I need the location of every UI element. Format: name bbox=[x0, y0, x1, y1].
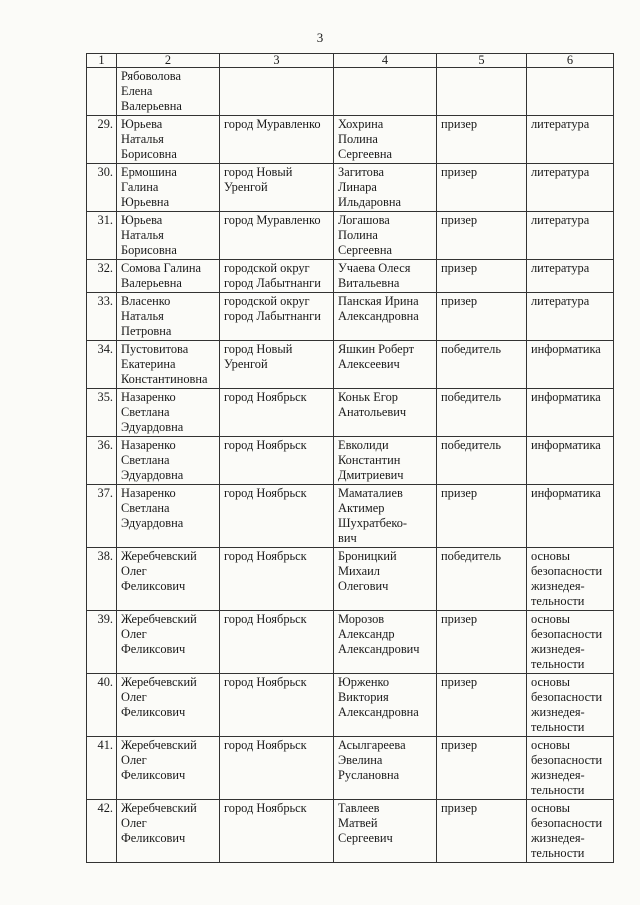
row-number-cell bbox=[87, 212, 117, 260]
teacher-cell bbox=[117, 437, 220, 485]
municipality-cell bbox=[220, 116, 334, 164]
row-number-cell bbox=[87, 260, 117, 293]
municipality-cell-text: город Ноябрьск bbox=[224, 801, 307, 815]
subject-cell bbox=[527, 800, 614, 863]
status-cell bbox=[437, 737, 527, 800]
row-number-cell-text: 35. bbox=[97, 390, 113, 404]
table-row bbox=[87, 164, 614, 212]
row-number-cell-text: 32. bbox=[97, 261, 113, 275]
teacher-cell-text: Юрьева Наталья Борисовна bbox=[121, 213, 177, 257]
table-row bbox=[87, 293, 614, 341]
subject-cell bbox=[527, 389, 614, 437]
table-row bbox=[87, 212, 614, 260]
status-cell-text: призер bbox=[441, 294, 478, 308]
row-number-cell bbox=[87, 116, 117, 164]
subject-cell-text: литература bbox=[531, 294, 590, 308]
header-col-1: 1 bbox=[87, 54, 117, 68]
teacher-cell-text: Жеребчевский Олег Феликсович bbox=[121, 801, 197, 845]
header-col-6: 6 bbox=[527, 54, 614, 68]
subject-cell bbox=[527, 341, 614, 389]
municipality-cell bbox=[220, 548, 334, 611]
table-row bbox=[87, 116, 614, 164]
status-cell bbox=[437, 164, 527, 212]
row-number-cell bbox=[87, 611, 117, 674]
student-cell bbox=[334, 548, 437, 611]
table-body bbox=[87, 68, 614, 863]
student-cell bbox=[334, 260, 437, 293]
municipality-cell-text: город Ноябрьск bbox=[224, 549, 307, 563]
student-cell-text: Тавлеев Матвей Сергеевич bbox=[338, 801, 393, 845]
student-cell-text: Морозов Александр Александрович bbox=[338, 612, 420, 656]
municipality-cell bbox=[220, 611, 334, 674]
status-cell bbox=[437, 212, 527, 260]
status-cell bbox=[437, 68, 527, 116]
student-cell-text: Асылгареева Эвелина Руслановна bbox=[338, 738, 406, 782]
status-cell bbox=[437, 437, 527, 485]
status-cell bbox=[437, 260, 527, 293]
municipality-cell-text: город Новый Уренгой bbox=[224, 165, 293, 194]
status-cell bbox=[437, 341, 527, 389]
subject-cell bbox=[527, 260, 614, 293]
row-number-cell bbox=[87, 437, 117, 485]
status-cell bbox=[437, 116, 527, 164]
status-cell bbox=[437, 800, 527, 863]
table-header bbox=[87, 54, 614, 68]
teacher-cell-text: Власенко Наталья Петровна bbox=[121, 294, 172, 338]
student-cell bbox=[334, 437, 437, 485]
status-cell-text: призер bbox=[441, 165, 478, 179]
municipality-cell bbox=[220, 212, 334, 260]
teacher-cell bbox=[117, 485, 220, 548]
municipality-cell bbox=[220, 485, 334, 548]
row-number-cell bbox=[87, 674, 117, 737]
subject-cell-text: основы безопасности жизнедея- тельности bbox=[531, 801, 603, 860]
student-cell bbox=[334, 800, 437, 863]
teacher-cell bbox=[117, 674, 220, 737]
municipality-cell bbox=[220, 389, 334, 437]
student-cell-text: Учаева Олеся Витальевна bbox=[338, 261, 411, 290]
row-number-cell-text: 34. bbox=[97, 342, 113, 356]
teacher-cell bbox=[117, 164, 220, 212]
row-number-cell-text: 40. bbox=[97, 675, 113, 689]
row-number-cell-text: 29. bbox=[97, 117, 113, 131]
row-number-cell bbox=[87, 800, 117, 863]
municipality-cell-text: город Муравленко bbox=[224, 213, 321, 227]
student-cell bbox=[334, 611, 437, 674]
municipality-cell bbox=[220, 437, 334, 485]
subject-cell bbox=[527, 164, 614, 212]
status-cell-text: победитель bbox=[441, 438, 501, 452]
subject-cell bbox=[527, 437, 614, 485]
subject-cell bbox=[527, 674, 614, 737]
table-row bbox=[87, 341, 614, 389]
teacher-cell bbox=[117, 212, 220, 260]
subject-cell-text: литература bbox=[531, 117, 590, 131]
subject-cell-text: основы безопасности жизнедея- тельности bbox=[531, 612, 603, 671]
teacher-cell-text: Ермошина Галина Юрьевна bbox=[121, 165, 177, 209]
municipality-cell-text: город Ноябрьск bbox=[224, 738, 307, 752]
student-cell-text: Панская Ирина Александровна bbox=[338, 294, 419, 323]
status-cell-text: победитель bbox=[441, 549, 501, 563]
row-number-cell bbox=[87, 293, 117, 341]
student-cell bbox=[334, 116, 437, 164]
row-number-cell-text: 39. bbox=[97, 612, 113, 626]
row-number-cell bbox=[87, 341, 117, 389]
student-cell bbox=[334, 68, 437, 116]
student-cell bbox=[334, 674, 437, 737]
student-cell-text: Броницкий Михаил Олегович bbox=[338, 549, 397, 593]
municipality-cell bbox=[220, 674, 334, 737]
table-row bbox=[87, 437, 614, 485]
municipality-cell-text: город Ноябрьск bbox=[224, 438, 307, 452]
teacher-cell-text: Назаренко Светлана Эдуардовна bbox=[121, 486, 184, 530]
municipality-cell bbox=[220, 341, 334, 389]
table-row bbox=[87, 389, 614, 437]
row-number-cell bbox=[87, 164, 117, 212]
municipality-cell bbox=[220, 800, 334, 863]
student-cell bbox=[334, 737, 437, 800]
row-number-cell-text: 31. bbox=[97, 213, 113, 227]
subject-cell bbox=[527, 212, 614, 260]
municipality-cell bbox=[220, 260, 334, 293]
header-row bbox=[87, 54, 614, 68]
municipality-cell bbox=[220, 68, 334, 116]
subject-cell-text: основы безопасности жизнедея- тельности bbox=[531, 675, 603, 734]
table-row bbox=[87, 674, 614, 737]
subject-cell bbox=[527, 116, 614, 164]
row-number-cell-text: 33. bbox=[97, 294, 113, 308]
subject-cell-text: информатика bbox=[531, 390, 601, 404]
status-cell bbox=[437, 389, 527, 437]
subject-cell bbox=[527, 548, 614, 611]
subject-cell bbox=[527, 68, 614, 116]
status-cell-text: призер bbox=[441, 675, 478, 689]
municipality-cell bbox=[220, 293, 334, 341]
student-cell bbox=[334, 389, 437, 437]
student-cell-text: Загитова Линара Ильдаровна bbox=[338, 165, 401, 209]
subject-cell-text: литература bbox=[531, 261, 590, 275]
student-cell-text: Логашова Полина Сергеевна bbox=[338, 213, 393, 257]
teacher-cell bbox=[117, 68, 220, 116]
status-cell-text: призер bbox=[441, 801, 478, 815]
teacher-cell bbox=[117, 548, 220, 611]
row-number-cell-text: 36. bbox=[97, 438, 113, 452]
teacher-cell bbox=[117, 800, 220, 863]
subject-cell-text: информатика bbox=[531, 438, 601, 452]
status-cell-text: призер bbox=[441, 738, 478, 752]
municipality-cell-text: город Ноябрьск bbox=[224, 612, 307, 626]
status-cell bbox=[437, 611, 527, 674]
teacher-cell-text: Жеребчевский Олег Феликсович bbox=[121, 738, 197, 782]
teacher-cell bbox=[117, 611, 220, 674]
header-col-5: 5 bbox=[437, 54, 527, 68]
table-row bbox=[87, 737, 614, 800]
status-cell bbox=[437, 674, 527, 737]
status-cell-text: призер bbox=[441, 117, 478, 131]
student-cell bbox=[334, 164, 437, 212]
subject-cell-text: основы безопасности жизнедея- тельности bbox=[531, 738, 603, 797]
header-col-2: 2 bbox=[117, 54, 220, 68]
table-row bbox=[87, 485, 614, 548]
student-cell-text: Евколиди Константин Дмитриевич bbox=[338, 438, 404, 482]
municipality-cell-text: город Ноябрьск bbox=[224, 486, 307, 500]
row-number-cell bbox=[87, 389, 117, 437]
student-cell bbox=[334, 293, 437, 341]
row-number-cell-text: 37. bbox=[97, 486, 113, 500]
teacher-cell bbox=[117, 293, 220, 341]
student-cell-text: Коньк Егор Анатольевич bbox=[338, 390, 407, 419]
teacher-cell bbox=[117, 341, 220, 389]
municipality-cell-text: город Муравленко bbox=[224, 117, 321, 131]
row-number-cell-text: 41. bbox=[97, 738, 113, 752]
student-cell bbox=[334, 212, 437, 260]
teacher-cell-text: Пустовитова Екатерина Константиновна bbox=[121, 342, 208, 386]
student-cell bbox=[334, 485, 437, 548]
table-row bbox=[87, 260, 614, 293]
municipality-cell bbox=[220, 164, 334, 212]
student-cell-text: Маматалиев Актимер Шухратбеко- вич bbox=[338, 486, 408, 545]
teacher-cell bbox=[117, 389, 220, 437]
row-number-cell bbox=[87, 68, 117, 116]
status-cell-text: призер bbox=[441, 213, 478, 227]
status-cell bbox=[437, 485, 527, 548]
teacher-cell bbox=[117, 116, 220, 164]
status-cell-text: призер bbox=[441, 612, 478, 626]
student-cell bbox=[334, 341, 437, 389]
student-cell-text: Яшкин Роберт Алексеевич bbox=[338, 342, 415, 371]
teacher-cell-text: Назаренко Светлана Эдуардовна bbox=[121, 438, 184, 482]
subject-cell bbox=[527, 293, 614, 341]
teacher-cell-text: Жеребчевский Олег Феликсович bbox=[121, 675, 197, 719]
status-cell-text: призер bbox=[441, 486, 478, 500]
row-number-cell bbox=[87, 548, 117, 611]
status-cell bbox=[437, 548, 527, 611]
status-cell-text: победитель bbox=[441, 342, 501, 356]
student-cell-text: Юрженко Виктория Александровна bbox=[338, 675, 419, 719]
header-col-3: 3 bbox=[220, 54, 334, 68]
table-row bbox=[87, 68, 614, 116]
header-col-4: 4 bbox=[334, 54, 437, 68]
subject-cell bbox=[527, 485, 614, 548]
subject-cell-text: информатика bbox=[531, 342, 601, 356]
subject-cell bbox=[527, 611, 614, 674]
subject-cell bbox=[527, 737, 614, 800]
row-number-cell-text: 42. bbox=[97, 801, 113, 815]
teacher-cell-text: Жеребчевский Олег Феликсович bbox=[121, 549, 197, 593]
subject-cell-text: литература bbox=[531, 165, 590, 179]
municipality-cell bbox=[220, 737, 334, 800]
student-cell-text: Хохрина Полина Сергеевна bbox=[338, 117, 393, 161]
municipality-cell-text: городской округ город Лабытнанги bbox=[224, 294, 321, 323]
results-table bbox=[86, 53, 614, 863]
teacher-cell-text: Сомова Галина Валерьевна bbox=[121, 261, 201, 290]
teacher-cell bbox=[117, 737, 220, 800]
status-cell-text: призер bbox=[441, 261, 478, 275]
row-number-cell-text: 38. bbox=[97, 549, 113, 563]
subject-cell-text: литература bbox=[531, 213, 590, 227]
row-number-cell bbox=[87, 737, 117, 800]
status-cell bbox=[437, 293, 527, 341]
table-row bbox=[87, 800, 614, 863]
subject-cell-text: информатика bbox=[531, 486, 601, 500]
teacher-cell-text: Назаренко Светлана Эдуардовна bbox=[121, 390, 184, 434]
teacher-cell-text: Жеребчевский Олег Феликсович bbox=[121, 612, 197, 656]
municipality-cell-text: город Ноябрьск bbox=[224, 675, 307, 689]
page-number: 3 bbox=[316, 30, 324, 45]
table-row bbox=[87, 548, 614, 611]
municipality-cell-text: город Ноябрьск bbox=[224, 390, 307, 404]
status-cell-text: победитель bbox=[441, 390, 501, 404]
row-number-cell-text: 30. bbox=[97, 165, 113, 179]
teacher-cell-text: Юрьева Наталья Борисовна bbox=[121, 117, 177, 161]
row-number-cell bbox=[87, 485, 117, 548]
municipality-cell-text: город Новый Уренгой bbox=[224, 342, 293, 371]
teacher-cell-text: Рябоволова Елена Валерьевна bbox=[121, 69, 182, 113]
municipality-cell-text: городской округ город Лабытнанги bbox=[224, 261, 321, 290]
teacher-cell bbox=[117, 260, 220, 293]
subject-cell-text: основы безопасности жизнедея- тельности bbox=[531, 549, 603, 608]
table-row bbox=[87, 611, 614, 674]
